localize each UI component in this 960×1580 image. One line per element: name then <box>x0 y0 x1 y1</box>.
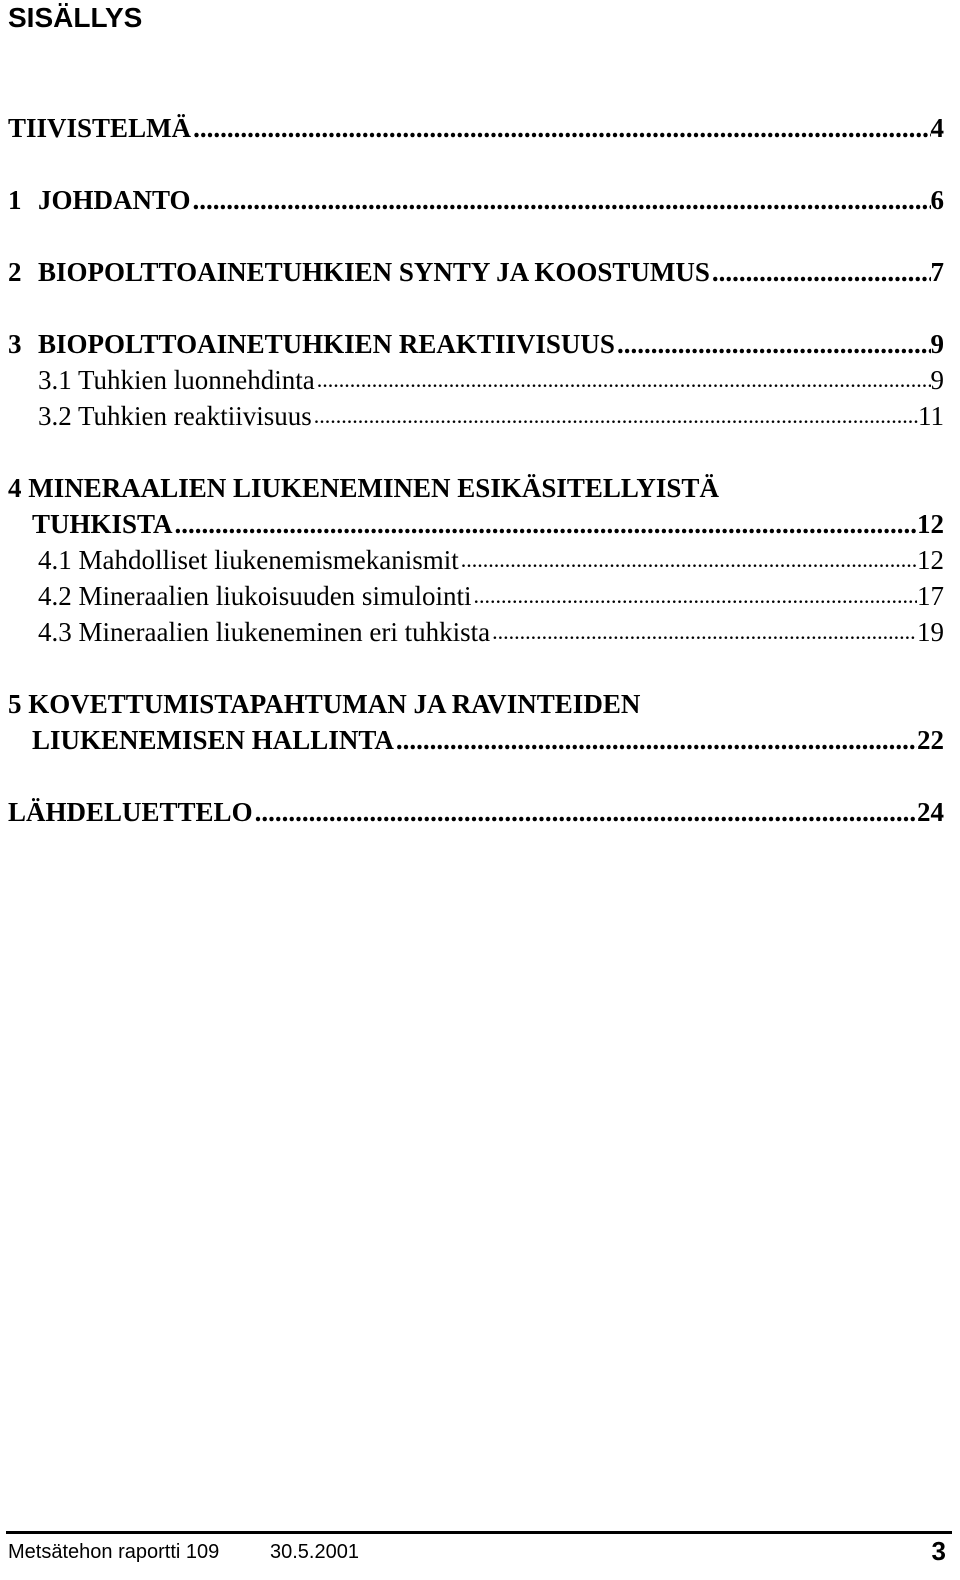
toc-number: 3 <box>8 329 22 359</box>
toc-title: 4.3 Mineraalien liukeneminen eri tuhkista <box>38 617 491 647</box>
toc-entry <box>8 110 944 146</box>
toc-page: 6 <box>930 185 944 215</box>
toc-title: 4 MINERAALIEN LIUKENEMINEN ESIKÄSITELLYISTÄ <box>8 473 719 503</box>
footer-report: Metsätehon raportti 109 <box>8 1541 220 1563</box>
toc-title: 4.2 Mineraalien liukoisuuden simulointi <box>38 581 472 611</box>
toc-subentry <box>38 362 944 398</box>
dot-leader <box>173 506 917 542</box>
toc-title: BIOPOLTTOAINETUHKIEN REAKTIIVISUUS <box>38 329 615 359</box>
toc-subentry <box>38 578 944 614</box>
footer-rule <box>6 1531 952 1534</box>
toc-title: 3.1 Tuhkien luonnehdinta <box>38 365 315 395</box>
toc-page: 17 <box>917 581 944 611</box>
toc-title: 4.1 Mahdolliset liukenemismekanismit <box>38 545 459 575</box>
dot-leader <box>459 542 917 578</box>
dot-leader <box>191 110 930 146</box>
toc-subentry <box>38 542 944 578</box>
toc-entry <box>8 254 944 290</box>
toc-page: 7 <box>930 257 944 287</box>
toc-page: 12 <box>917 545 944 575</box>
toc-title: 3.2 Tuhkien reaktiivisuus <box>38 401 312 431</box>
dot-leader <box>615 326 931 362</box>
toc-number: 1 <box>8 185 22 215</box>
page-title: SISÄLLYS <box>8 2 143 33</box>
toc-title: LIUKENEMISEN HALLINTA <box>32 725 394 755</box>
dot-leader <box>394 722 917 758</box>
dot-leader <box>315 362 931 398</box>
dot-leader <box>253 794 917 830</box>
toc-title: TUHKISTA <box>32 509 173 539</box>
toc-page: 9 <box>930 365 944 395</box>
toc-title: TIIVISTELMÄ <box>8 113 192 143</box>
toc-title: LÄHDELUETTELO <box>8 797 253 827</box>
toc-entry <box>8 794 944 830</box>
toc-entry <box>32 506 944 542</box>
toc-subentry <box>38 398 944 434</box>
dot-leader <box>471 578 917 614</box>
toc-entry-line1 <box>8 686 944 722</box>
page-number: 3 <box>931 1536 946 1566</box>
toc-subentry <box>38 614 944 650</box>
dot-leader <box>191 182 931 218</box>
toc-title: BIOPOLTTOAINETUHKIEN SYNTY JA KOOSTUMUS <box>38 257 710 287</box>
dot-leader <box>312 398 918 434</box>
toc-page: 4 <box>930 113 944 143</box>
toc-entry <box>8 326 944 362</box>
toc-title: 5 KOVETTUMISTAPAHTUMAN JA RAVINTEIDEN <box>8 689 641 719</box>
dot-leader <box>490 614 917 650</box>
toc-title: JOHDANTO <box>38 185 191 215</box>
toc-entry <box>8 182 944 218</box>
toc-page: 19 <box>917 617 944 647</box>
toc-page: 12 <box>917 509 944 539</box>
toc-number: 2 <box>8 257 22 287</box>
toc-page: 24 <box>917 797 944 827</box>
toc-entry <box>32 722 944 758</box>
dot-leader <box>710 254 931 290</box>
toc-page: 22 <box>917 725 944 755</box>
toc-entry-line1 <box>8 470 944 506</box>
toc-page: 9 <box>930 329 944 359</box>
footer-date: 30.5.2001 <box>270 1541 359 1563</box>
toc-page: 11 <box>918 401 944 431</box>
